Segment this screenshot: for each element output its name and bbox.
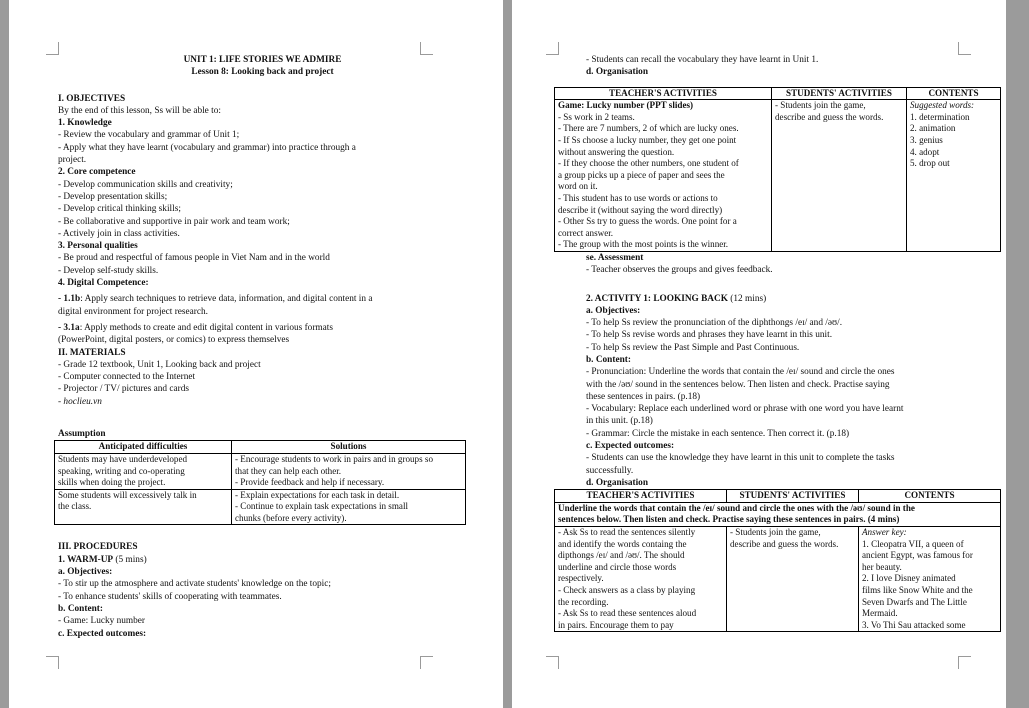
list-item: - Apply what they have learnt (vocabulary and grammar) into practice through a bbox=[58, 142, 356, 153]
list-item: - To help Ss review the pronunciation of the diphthongs /eɪ/ and /əʊ/. bbox=[586, 318, 843, 329]
core-heading: 2. Core competence bbox=[58, 167, 136, 178]
assumption-table bbox=[54, 440, 466, 525]
looking-back-table bbox=[554, 489, 1001, 632]
list-item: digital environment for project research. bbox=[58, 306, 208, 317]
list-item: - To stir up the atmosphere and activate students' knowledge on the topic; bbox=[58, 579, 331, 590]
unit-title: UNIT 1: LIFE STORIES WE ADMIRE bbox=[183, 55, 342, 65]
table-header: Solutions bbox=[232, 441, 466, 454]
table-row bbox=[555, 502, 1001, 526]
objectives-heading: I. OBJECTIVES bbox=[58, 93, 126, 104]
students-activities-cell: - Students join the game, describe and guess the words. bbox=[772, 100, 907, 252]
crop-mark bbox=[46, 656, 59, 669]
list-item: - hoclieu.vn bbox=[58, 396, 102, 407]
list-item: - Actively join in class activities. bbox=[58, 228, 180, 239]
list-item: - Game: Lucky number bbox=[58, 616, 145, 627]
table-row bbox=[555, 100, 1001, 252]
list-item: - Develop presentation skills; bbox=[58, 191, 168, 202]
activity-heading: 2. ACTIVITY 1: LOOKING BACK (12 mins) bbox=[586, 293, 767, 304]
list-item: - Develop critical thinking skills; bbox=[58, 204, 181, 215]
list-item: with the /əʊ/ sound in the sentences below. Then listen and check. Practise saying bbox=[586, 379, 890, 390]
table-cell: Some students will excessively talk in the class. bbox=[55, 489, 232, 525]
table-header: CONTENTS bbox=[907, 87, 1001, 100]
list-item: (PowerPoint, digital posters, or comics) to express themselves bbox=[58, 335, 290, 346]
list-item: - Students can use the knowledge they have learnt in this unit to complete the tasks bbox=[586, 453, 895, 464]
digital-heading: 4. Digital Competence: bbox=[58, 278, 149, 289]
objectives-subheading: a. Objectives: bbox=[58, 567, 113, 578]
list-item: - Grade 12 textbook, Unit 1, Looking back and project bbox=[58, 359, 261, 370]
table-cell: - Encourage students to work in pairs and in groups so that they can help each other. - Provide feedback and help if necessary. bbox=[232, 453, 466, 489]
outcomes-subheading: c. Expected outcomes: bbox=[586, 441, 675, 452]
list-item: - To help Ss review the Past Simple and Past Continuous. bbox=[586, 342, 800, 353]
content-subheading: b. Content: bbox=[58, 603, 103, 614]
list-item: project. bbox=[58, 155, 87, 166]
warmup-activity-table bbox=[554, 87, 1001, 252]
list-item: - Develop communication skills and creativity; bbox=[58, 179, 233, 190]
assumption-heading: Assumption bbox=[58, 429, 106, 440]
list-item: - Develop self-study skills. bbox=[58, 265, 159, 276]
teacher-activities-cell: Game: Lucky number (PPT slides) - Ss work in 2 teams. - There are 7 numbers, 2 of which are lucky ones. - If Ss choose a lucky number, they get one point without answering the question. - If they choose the other numbers, one student of a group picks up a piece of paper and sees the word on it. - This student has to use words or actions to describe it (without saying the word directly) - Other Ss try to guess the words. One point for a correct answer. - The group with the most points is the winner. bbox=[555, 100, 772, 252]
warmup-heading: 1. WARM-UP (5 mins) bbox=[58, 554, 147, 565]
list-item: successfully. bbox=[586, 465, 634, 476]
list-item: - To enhance students' skills of cooperating with teammates. bbox=[58, 591, 282, 602]
crop-mark bbox=[420, 656, 433, 669]
objectives-intro: By the end of this lesson, Ss will be able to: bbox=[58, 105, 221, 116]
task-instruction-cell: Underline the words that contain the /eɪ/ sound and circle the ones with the /əʊ/ sound in the sentences below. Then listen and check. Practise saying these sentences in pairs. (4 mins) bbox=[555, 502, 1001, 526]
recall-text: - Students can recall the vocabulary they have learnt in Unit 1. bbox=[586, 55, 819, 65]
table-header: Anticipated difficulties bbox=[55, 441, 232, 454]
table-header: CONTENTS bbox=[859, 490, 1001, 503]
table-row bbox=[55, 453, 466, 489]
contents-cell: Suggested words: 1. determination 2. animation 3. genius 4. adopt 5. drop out bbox=[907, 100, 1001, 252]
table-header: STUDENTS' ACTIVITIES bbox=[772, 87, 907, 100]
list-item: - To help Ss revise words and phrases they have learnt in this unit. bbox=[586, 330, 833, 341]
procedures-heading: III. PROCEDURES bbox=[58, 542, 138, 553]
outcomes-subheading: c. Expected outcomes: bbox=[58, 628, 147, 639]
assessment-heading: se. Assessment bbox=[586, 252, 644, 263]
assessment-text: - Teacher observes the groups and gives feedback. bbox=[586, 265, 773, 276]
list-item: - Grammar: Circle the mistake in each sentence. Then correct it. (p.18) bbox=[586, 428, 850, 439]
list-item: - 3.1a: Apply methods to create and edit digital content in various formats bbox=[58, 322, 333, 333]
content-subheading: b. Content: bbox=[586, 354, 631, 365]
list-item: - Projector / TV/ pictures and cards bbox=[58, 384, 189, 395]
knowledge-heading: 1. Knowledge bbox=[58, 118, 112, 129]
organisation-heading: d. Organisation bbox=[586, 477, 648, 488]
list-item: - Review the vocabulary and grammar of Unit 1; bbox=[58, 130, 240, 141]
list-item: - Vocabulary: Replace each underlined word or phrase with one word you have learnt bbox=[586, 404, 904, 415]
materials-heading: II. MATERIALS bbox=[58, 347, 126, 358]
personal-heading: 3. Personal qualities bbox=[58, 241, 138, 252]
list-item: in this unit. (p.18) bbox=[586, 416, 653, 427]
objectives-subheading: a. Objectives: bbox=[586, 305, 641, 316]
table-header: TEACHER'S ACTIVITIES bbox=[555, 87, 772, 100]
document-page-1 bbox=[9, 0, 503, 708]
table-row bbox=[55, 489, 466, 525]
page-1-body bbox=[58, 54, 467, 640]
crop-mark bbox=[546, 656, 559, 669]
table-cell: - Explain expectations for each task in detail. - Continue to explain task expectations in small chunks (before every activity). bbox=[232, 489, 466, 525]
list-item: - Computer connected to the Internet bbox=[58, 372, 196, 383]
teacher-activities-cell: - Ask Ss to read the sentences silently and identify the words containg the dipthongs /eɪ/ and /əʊ/. The should underline and circle those words respectively. - Check answers as a class by playing the recording. - Ask Ss to read these sentences aloud in pairs. Encourage them to pay bbox=[555, 527, 727, 632]
list-item: - 1.1b: Apply search techniques to retrieve data, information, and digital content in a bbox=[58, 294, 373, 305]
table-row bbox=[555, 527, 1001, 632]
students-activities-cell: - Students join the game, describe and guess the words. bbox=[727, 527, 859, 632]
page-2-body bbox=[556, 54, 1006, 632]
list-item: - Be proud and respectful of famous people in Viet Nam and in the world bbox=[58, 253, 330, 264]
document-page-2 bbox=[512, 0, 1006, 708]
table-cell: Students may have underdeveloped speaking, writing and co-operating skills when doing the project. bbox=[55, 453, 232, 489]
contents-cell: Answer key: 1. Cleopatra VII, a queen of ancient Egypt, was famous for her beauty. 2. I love Disney animated films like Snow White and the Seven Dwarfs and The Little Mermaid. 3. Vo Thi Sau attacked some bbox=[859, 527, 1001, 632]
organisation-heading: d. Organisation bbox=[586, 67, 648, 78]
lesson-subtitle: Lesson 8: Looking back and project bbox=[191, 67, 334, 78]
crop-mark bbox=[958, 656, 971, 669]
table-header: STUDENTS' ACTIVITIES bbox=[727, 490, 859, 503]
table-header: TEACHER'S ACTIVITIES bbox=[555, 490, 727, 503]
list-item: these sentences in pairs. (p.18) bbox=[586, 391, 701, 402]
list-item: - Be collaborative and supportive in pair work and team work; bbox=[58, 216, 290, 227]
list-item: - Pronunciation: Underline the words that contain the /eɪ/ sound and circle the ones bbox=[586, 367, 895, 378]
